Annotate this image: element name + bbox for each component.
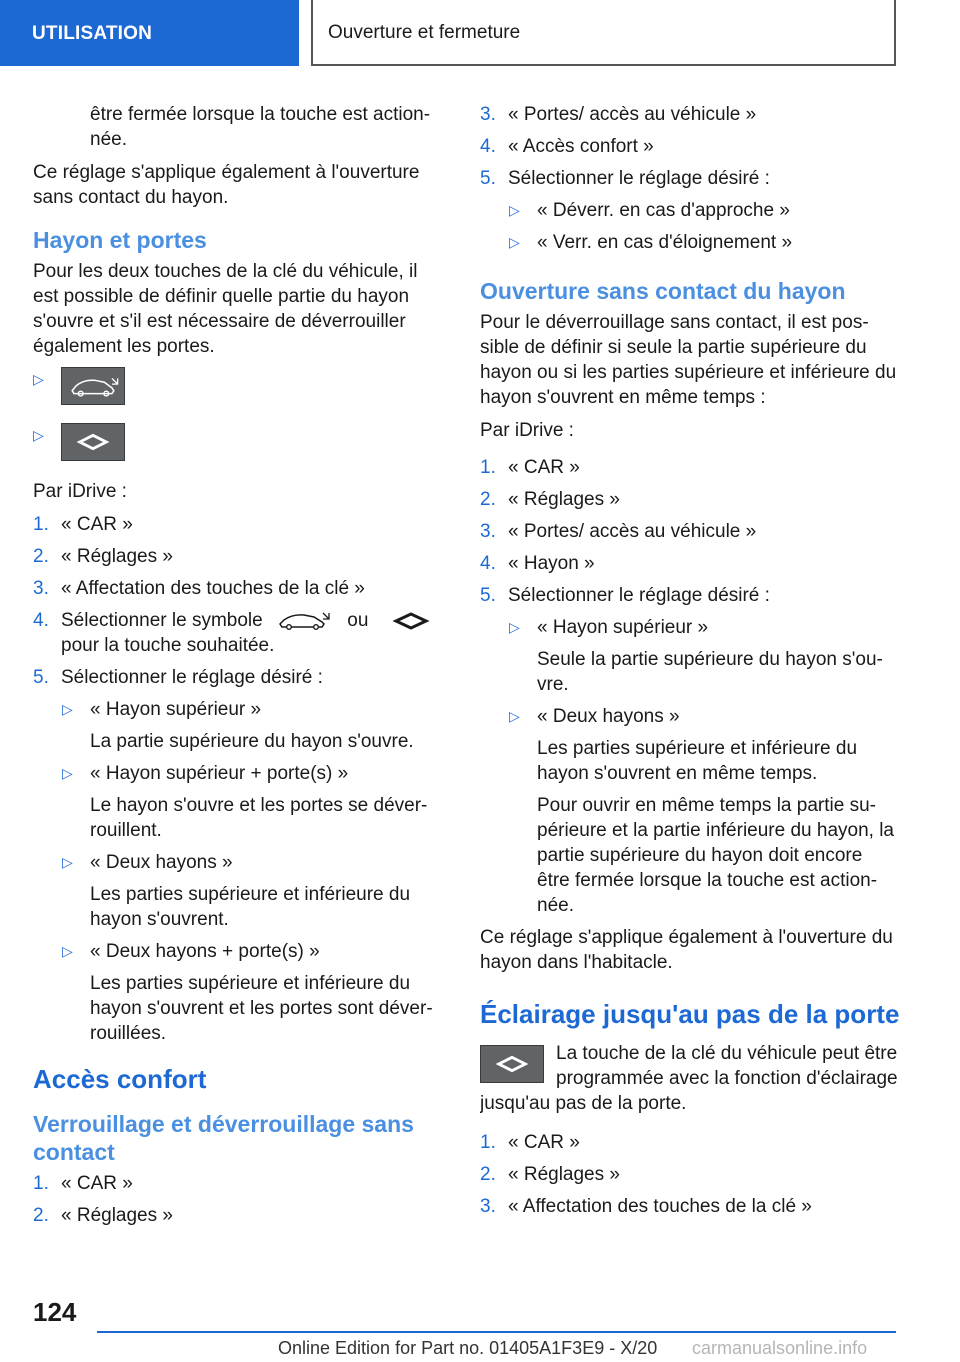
list-item-step4: 4. Sélectionner le symbole ou pour la touche souhaitée.	[33, 608, 448, 658]
triangle-right-icon: ▷	[62, 701, 73, 717]
par-idrive: Par iDrive :	[33, 481, 127, 502]
list-item: 1. « CAR »	[33, 514, 133, 535]
right-column	[480, 102, 900, 1226]
diamond-key-icon	[480, 1045, 544, 1083]
list-item: 3. « Portes/ accès au véhicule »	[480, 104, 757, 125]
list-item: 3. « Affectation des touches de la clé »	[480, 1196, 812, 1217]
triangle-right-icon: ▷	[33, 427, 44, 443]
heading-acces-confort: Accès confort	[33, 1064, 207, 1094]
paragraph: Ce réglage s'applique également à l'ouverture du hayon dans l'habitacle.	[480, 927, 893, 973]
list-item: 2. « Réglages »	[33, 546, 173, 567]
option-item: ▷ « Déverr. en cas d'approche »	[509, 200, 790, 221]
triangle-right-icon: ▷	[62, 854, 73, 870]
section-title: Ouverture et fermeture	[311, 0, 896, 66]
list-item: 5. Sélectionner le réglage désiré :	[480, 585, 770, 606]
heading-hayon-portes: Hayon et portes	[33, 227, 207, 253]
diamond-icon	[382, 610, 440, 632]
list-item: 3. « Portes/ accès au véhicule »	[480, 521, 757, 542]
heading-verrouillage: Verrouillage et déverrouillage sans contact	[33, 1111, 414, 1165]
list-item: 2. « Réglages »	[33, 1205, 173, 1226]
heading-eclairage: Éclairage jusqu'au pas de la porte	[480, 999, 900, 1029]
par-idrive: Par iDrive :	[480, 420, 574, 441]
list-item: 2. « Réglages »	[480, 1164, 620, 1185]
triangle-right-icon: ▷	[509, 202, 520, 218]
option-item: ▷ « Hayon supérieur » La partie supérieure du hayon s'ouvre.	[62, 699, 414, 752]
key-symbol-car	[33, 367, 448, 409]
option-item: ▷ « Deux hayons » Les parties supérieure et inférieure du hayon s'ouvrent.	[62, 852, 411, 930]
diamond-key-icon	[61, 423, 125, 461]
page-number: 124	[33, 1297, 77, 1327]
triangle-right-icon: ▷	[509, 234, 520, 250]
continued-text: être fermée lorsque la touche est action‐née.	[90, 104, 431, 150]
car-tailgate-icon	[276, 610, 334, 632]
list-item: 4. « Accès confort »	[480, 136, 654, 157]
option-item: ▷ « Hayon supérieur » Seule la partie supérieure du hayon s'ou‐vre.	[509, 617, 883, 695]
footer-edition: Online Edition for Part no. 01405A1F3E9 - X/20	[278, 1338, 658, 1358]
eclairage-block	[480, 1041, 900, 1116]
paragraph: Pour le déverrouillage sans contact, il est pos‐sible de définir si seule la partie supérieure du hayon ou si les parties supérieure et inférieure du hayon s'ouvrent en même temps :	[480, 312, 897, 408]
watermark: carmanualsonline.info	[690, 1336, 867, 1361]
list-item: 5. Sélectionner le réglage désiré :	[33, 667, 323, 688]
chapter-tab: UTILISATION	[0, 0, 299, 66]
car-tailgate-key-icon	[61, 367, 125, 405]
option-item: ▷ « Hayon supérieur + porte(s) » Le hayon s'ouvre et les portes se déver‐rouillent.	[62, 763, 428, 841]
option-item: ▷ « Deux hayons » Les parties supérieure et inférieure du hayon s'ouvrent en même temps. Pour ouvrir en même temps la partie su‐périeure et la partie inférieure du hayon, la partie supérieure du hayon doit encore être fermée lorsque la touche est action‐née.	[509, 706, 895, 916]
list-item: 1. « CAR »	[480, 457, 580, 478]
triangle-right-icon: ▷	[509, 708, 520, 724]
triangle-right-icon: ▷	[62, 943, 73, 959]
triangle-right-icon: ▷	[62, 765, 73, 781]
paragraph: Pour les deux touches de la clé du véhicule, il est possible de définir quelle partie du hayon s'ouvre et s'il est nécessaire de déverrouiller également les portes.	[33, 261, 418, 357]
heading-ouverture-sans-contact: Ouverture sans contact du hayon	[480, 278, 846, 304]
list-item: 3. « Affectation des touches de la clé »	[33, 578, 365, 599]
left-column	[33, 102, 448, 1235]
footer-rule	[97, 1331, 896, 1333]
list-item: 5. Sélectionner le réglage désiré :	[480, 168, 770, 189]
paragraph: La touche de la clé du véhicule peut être programmée avec la fonction d'éclairage jusqu'au pas de la porte.	[480, 1043, 898, 1114]
option-item: ▷ « Verr. en cas d'éloignement »	[509, 232, 793, 253]
paragraph: Ce réglage s'applique également à l'ouverture sans contact du hayon.	[33, 162, 420, 208]
triangle-right-icon: ▷	[509, 619, 520, 635]
list-item: 4. « Hayon »	[480, 553, 595, 574]
list-item: 2. « Réglages »	[480, 489, 620, 510]
option-item: ▷ « Deux hayons + porte(s) » Les parties supérieure et inférieure du hayon s'ouvrent et les portes sont déver‐rouillées.	[62, 941, 433, 1044]
list-item: 1. « CAR »	[33, 1173, 133, 1194]
triangle-right-icon: ▷	[33, 371, 44, 387]
list-item: 1. « CAR »	[480, 1132, 580, 1153]
key-symbol-diamond	[33, 423, 448, 465]
